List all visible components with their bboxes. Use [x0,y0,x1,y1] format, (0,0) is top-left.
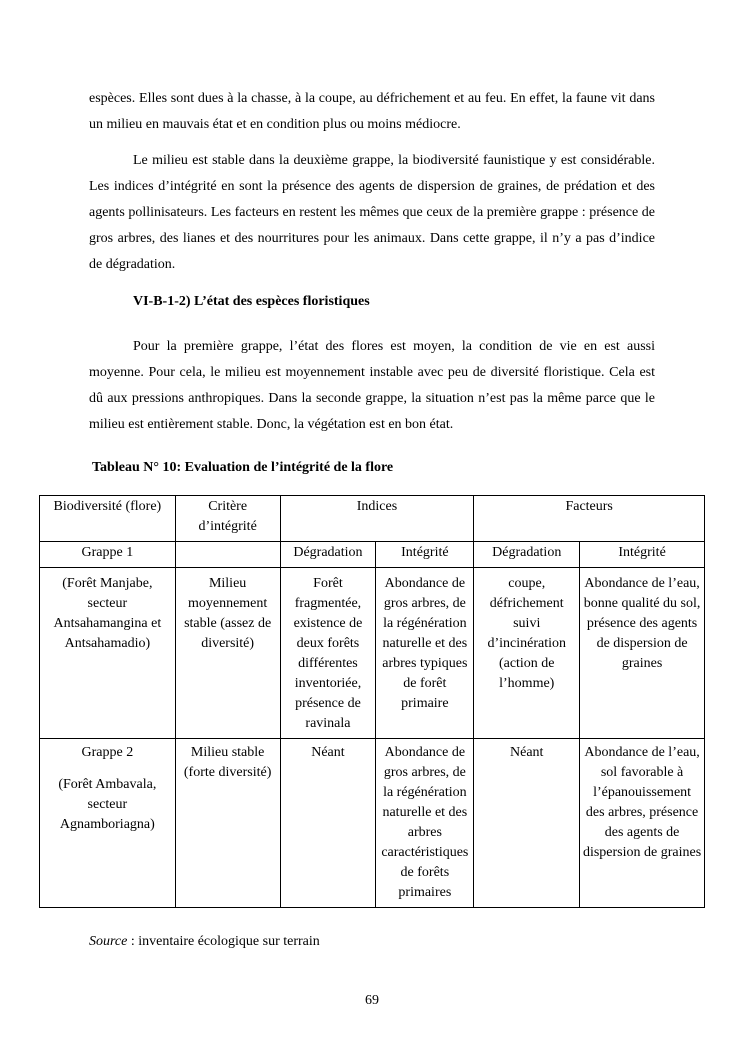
header-biodiversite: Biodiversité (flore) [40,496,176,542]
section-heading: VI-B-1-2) L’état des espèces floristiques [133,294,370,309]
grappe-1-name: Grappe 1 [40,542,176,568]
table-source [89,934,320,950]
table-subheader-row [40,542,705,568]
paragraph-flora-state: Pour la première grappe, l’état des flores est moyen, la condition de vie en est aussi moyenne. Pour cela, le milieu est moyennement instable avec peu de diversité floristique. Cela est dû aux pressions anthropiques. Dans la seconde grappe, la situation n’est pas la même parce que le milieu est entièrement stable. Donc, la végétation est en bon état. [89,339,655,432]
grappe-2-indices-integrite: Abondance de gros arbres, de la régénération naturelle et des arbres caractéristiques de forêts primaires [376,739,474,908]
header-facteurs: Facteurs [474,496,705,542]
table-row [40,739,705,908]
subheader-indices-degradation: Dégradation [280,542,376,568]
subheader-indices-integrite: Intégrité [376,542,474,568]
grappe-2-cell [40,739,176,908]
paragraph-second-grappe-fauna: Le milieu est stable dans la deuxième grappe, la biodiversité faunistique y est considérable. Les indices d’intégrité en sont la présence des agents de dispersion de graines, de prédation et des agents pollinisateurs. Les facteurs en restent les mêmes que ceux de la première grappe : présence de gros arbres, des lianes et des nourritures pour les animaux. Dans cette grappe, il n’y a pas d’indice de dégradation. [89,153,655,272]
table-row [40,568,705,739]
grappe-2-name: Grappe 2 [81,745,134,760]
grappe-2-critere: Milieu stable (forte diversité) [175,739,280,908]
flora-integrity-table [39,495,705,908]
grappe-2-facteurs-degradation: Néant [474,739,580,908]
empty-cell [175,542,280,568]
table-header-row [40,496,705,542]
grappe-2-indices-degradation: Néant [280,739,376,908]
grappe-1-indices-degradation: Forêt fragmentée, existence de deux forêts différentes inventoriée, présence de ravinala [280,568,376,739]
source-text: : inventaire écologique sur terrain [127,934,320,949]
grappe-2-facteurs-integrite: Abondance de l’eau, sol favorable à l’épanouissement des arbres, présence des agents de dispersion de graines [580,739,705,908]
grappe-1-facteurs-degradation: coupe, défrichement suivi d’incinération (action de l’homme) [474,568,580,739]
header-critere: Critère d’intégrité [175,496,280,542]
subheader-facteurs-integrite: Intégrité [580,542,705,568]
table-caption: Tableau N° 10: Evaluation de l’intégrité de la flore [92,460,394,475]
grappe-2-description: (Forêt Ambavala, secteur Agnamboriagna) [58,777,157,832]
grappe-1-description: (Forêt Manjabe, secteur Antsahamangina et Antsahamadio) [40,568,176,739]
source-label: Source [89,934,128,949]
subheader-facteurs-degradation: Dégradation [474,542,580,568]
grappe-1-indices-integrite: Abondance de gros arbres, de la régénération naturelle et des arbres typiques de forêt primaire [376,568,474,739]
grappe-1-critere: Milieu moyennement stable (assez de diversité) [175,568,280,739]
paragraph-continuation: espèces. Elles sont dues à la chasse, à la coupe, au défrichement et au feu. En effet, la faune vit dans un milieu en mauvais état et en condition plus ou moins médiocre. [89,91,655,132]
grappe-1-facteurs-integrite: Abondance de l’eau, bonne qualité du sol, présence des agents de dispersion de graines [580,568,705,739]
header-indices: Indices [280,496,474,542]
page-number: 69 [365,993,379,1008]
